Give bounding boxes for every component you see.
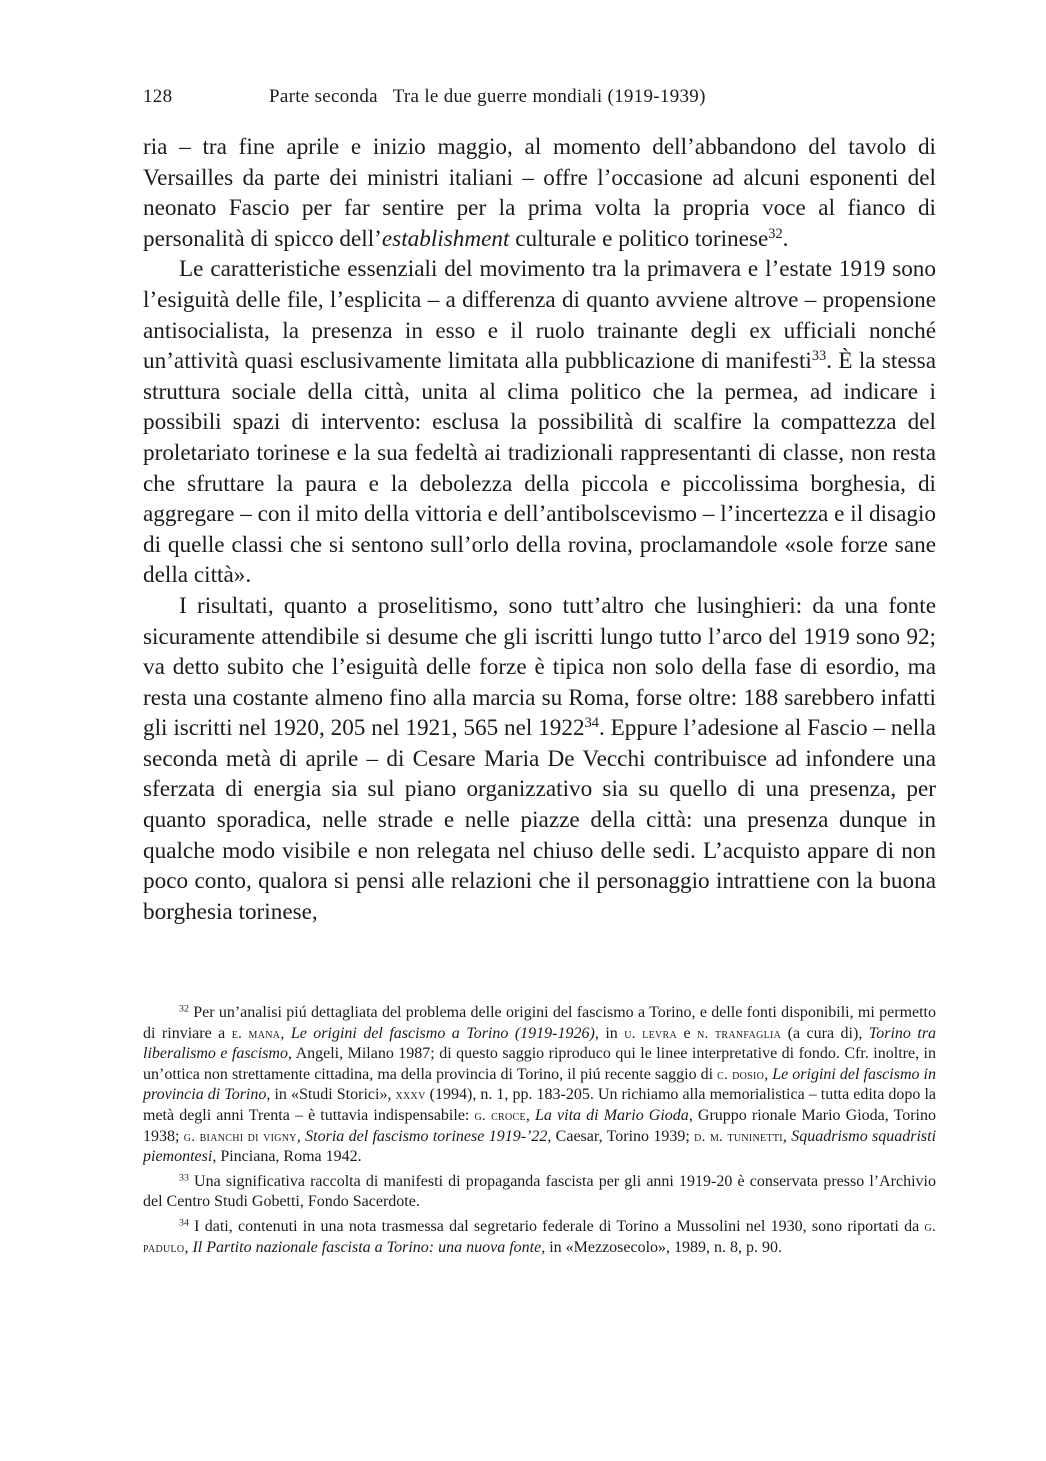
note-text: e <box>677 1024 698 1042</box>
note-text: , in «Mezzosecolo», 1989, n. 8, p. 90. <box>541 1238 783 1256</box>
note-text: (a cura di), <box>781 1024 869 1042</box>
work-title: Le origini del fascismo in provincia di Torino <box>143 1065 936 1104</box>
footnote-number: 33 <box>179 1172 189 1184</box>
note-text: , in «Studi Storici», <box>266 1086 396 1104</box>
footnote-32 <box>143 1003 936 1168</box>
note-text: , <box>525 1106 536 1124</box>
running-header <box>143 86 933 112</box>
text-run: . Eppure l’adesione al Fascio – nella seconda metà di aprile – di Cesare Maria De Vecchi contribuisce ad infondere una sferzata di energia sia sul piano organizzativo sia su quello di una presenza, per quanto sporadica, nelle strade e nelle piazze della città: una presenza dunque in qualche modo visibile e non relegata nel chiuso delle sedi. L’acquisto appare di non poco conto, qualora si pensi alle relazioni che il personaggio intrattiene con la buona borghesia torinese, <box>143 715 936 925</box>
text-run: . È la stessa struttura sociale della città, unita al clima politico che la permea, ad indicare i possibili spazi di intervento: esclusa la possibilità di scalfire la compattezza del proletariato torinese e la sua fedeltà ai tradizionali rappresentanti di classe, non resta che sfruttare la paura e la debolezza della piccola e piccolissima borghesia, di aggregare – con il mito della vittoria e dell’antibolscevismo – l’incertezza e il disagio di quelle classi che si sentono sull’orlo della rovina, proclamandole «sole forze sane della città». <box>143 348 936 589</box>
author-name: g. padulo <box>143 1218 936 1256</box>
work-title: La vita di Mario Gioda <box>535 1106 689 1124</box>
footnote-33 <box>143 1172 936 1213</box>
note-text: (1994), n. 1, pp. 183-205. Un richiamo alla memorialistica – tutta edita dopo la metà degli anni Trenta – è tuttavia indispensabile: <box>143 1086 937 1124</box>
author-name: c. dosio <box>717 1066 765 1083</box>
paragraph <box>143 254 936 591</box>
paragraph <box>143 591 936 928</box>
text-run: I risultati, quanto a proselitismo, sono tutt’altro che lusinghieri: da una fonte sicuramente attendibile si desume che gli iscritti lungo tutto l’arco del 1919 sono 92; va detto subito che l’esiguità delle forze è tipica non solo della fase di esordio, ma resta una costante almeno fino alla marcia su Roma, forse oltre: 188 sarebbero infatti gli iscritti nel 1920, 205 nel 1921, 565 nel 1922 <box>143 592 936 742</box>
note-text: , Caesar, Torino 1939; <box>547 1127 695 1145</box>
note-text: , Angeli, Milano 1987; di questo saggio riproduco qui le linee interpretative di fondo. Cfr. inoltre, in un’ottica non strettamente cittadina, ma della provincia di Torino, il piú recente saggio di <box>143 1045 937 1083</box>
text-run: Le caratteristiche essenziali del movimento tra la primavera e l’estate 1919 sono l’esiguità delle file, l’esplicita – a differenza di quanto avviene altrove – propensione antisocialista, la presenza in esso e il ruolo trainante degli ex ufficiali nonché un’attività quasi esclusivamente limitata alla pubblicazione di manifesti <box>143 256 936 375</box>
footnote-34 <box>143 1217 936 1258</box>
footnote-ref[interactable]: 32 <box>768 225 783 242</box>
note-text: , <box>280 1024 291 1042</box>
work-title: Torino tra liberalismo e fascismo <box>143 1024 937 1063</box>
text-run: culturale e politico torinese <box>509 225 769 252</box>
author-name: n. tranfaglia <box>697 1025 782 1042</box>
note-text: , <box>764 1065 773 1083</box>
note-text: Una significativa raccolta di manifesti di propaganda fascista per gli anni 1919-20 è conservata presso l’Archivio del Centro Studi Gobetti, Fondo Sacerdote. <box>143 1172 936 1211</box>
main-text <box>143 132 936 927</box>
author-name: u. levra <box>624 1025 678 1042</box>
footnote-ref[interactable]: 34 <box>584 715 599 732</box>
footnote-number: 34 <box>179 1217 189 1229</box>
footnotes <box>143 1003 936 1262</box>
footnote-ref[interactable]: 33 <box>811 348 827 365</box>
work-title: Squadrismo squadristi piemontesi <box>143 1127 937 1166</box>
page-number: 128 <box>143 86 173 107</box>
note-text: , <box>296 1127 306 1145</box>
note-text: , <box>782 1127 792 1145</box>
volume-numeral: xxxv <box>395 1087 426 1104</box>
text-run: . <box>782 225 789 252</box>
note-text: , Pinciana, Roma 1942. <box>212 1148 362 1166</box>
author-name: g. croce <box>474 1107 526 1124</box>
work-title: Le origini del fascismo a Torino (1919-1926) <box>290 1024 595 1042</box>
note-text: I dati, contenuti in una nota trasmessa dal segretario federale di Torino a Mussolini nel 1930, sono riportati da <box>188 1217 925 1235</box>
text-run: ria – tra fine aprile e inizio maggio, al momento dell’abbandono del tavolo di Versailles da parte dei ministri italiani – offre l’occasione ad alcuni esponenti del neonato Fascio per far sentire per la prima volta la propria voce al fianco di personalità di spicco dell’ <box>143 134 936 252</box>
italic-term: establishment <box>381 225 510 252</box>
author-name: g. bianchi di vigny <box>183 1128 297 1145</box>
note-text: , Gruppo rionale Mario Gioda, Torino 1938; <box>143 1106 937 1145</box>
paragraph <box>143 132 936 254</box>
work-title: Storia del fascismo torinese 1919-’22 <box>305 1127 548 1145</box>
note-text: Per un’analisi piú dettagliata del problema delle origini del fascismo a Torino, e delle fonti disponibili, mi permetto di rinviare a <box>143 1004 936 1042</box>
author-name: e. mana <box>231 1025 281 1042</box>
footnote-number: 32 <box>179 1003 189 1015</box>
note-text: , <box>184 1238 193 1256</box>
work-title: Il Partito nazionale fascista a Torino: una nuova fonte <box>192 1238 542 1256</box>
author-name: d. m. tuninetti <box>694 1128 783 1145</box>
note-text: , in <box>594 1024 625 1042</box>
running-title: Parte seconda Tra le due guerre mondiali (1919-1939) <box>269 86 706 107</box>
